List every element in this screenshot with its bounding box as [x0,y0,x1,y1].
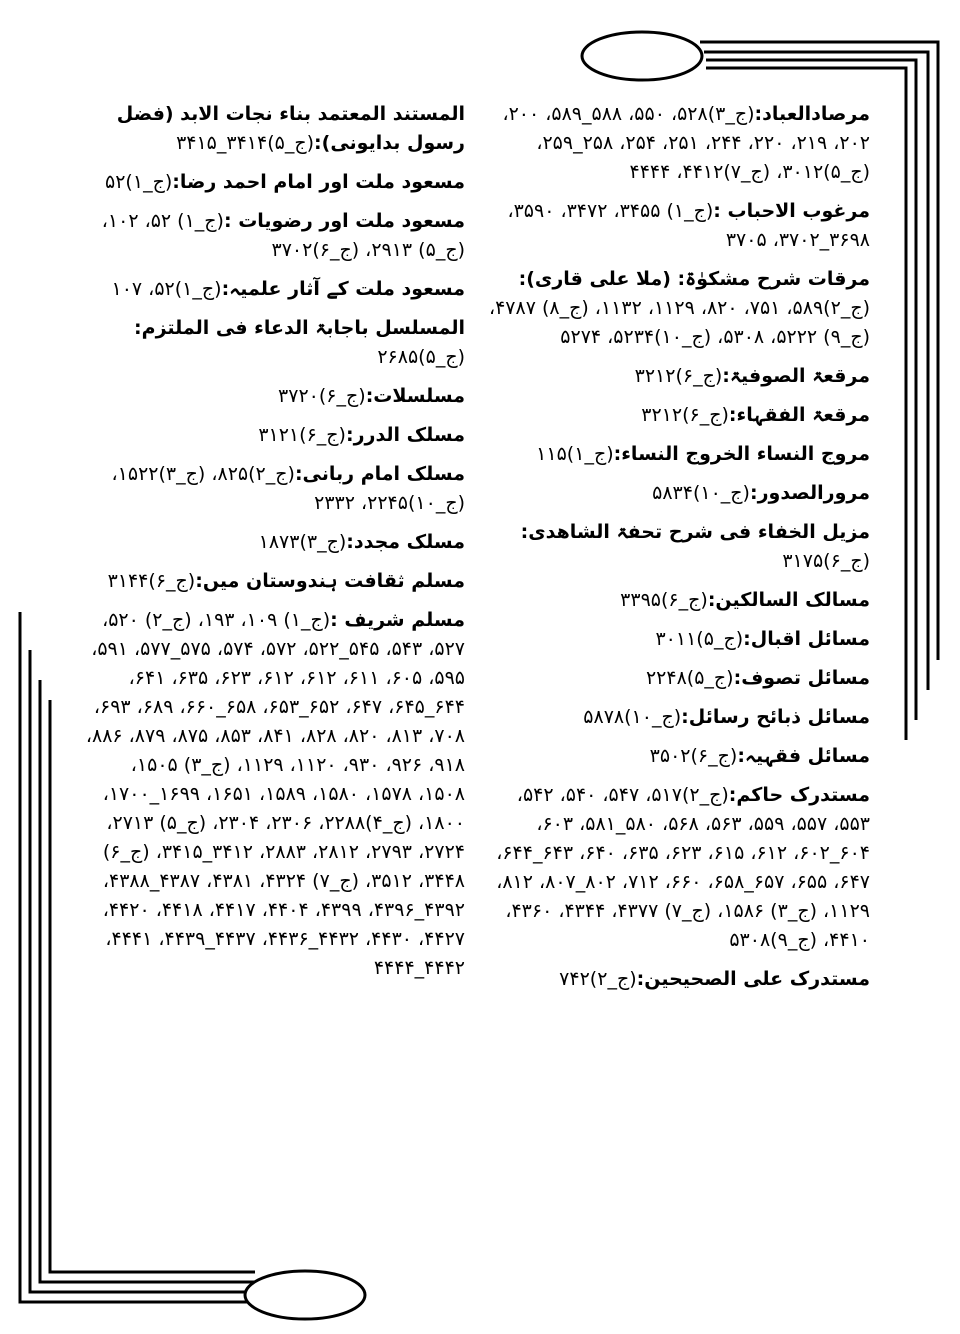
entry-title: مسعود ملت اور رضویات : [223,210,465,232]
index-entry [80,382,465,411]
index-entry [486,401,870,430]
entry-refs: (ج_۶)۳۱۴۴ [107,570,196,592]
entry-title: مسلک الدرر: [345,424,465,446]
index-entry [486,781,870,955]
entry-refs: (ج_۶)۳۲۱۲ [641,404,729,426]
entry-refs: (ج_۶)۳۱۷۵ [782,550,870,572]
entry-refs: (ج_۱۰)۵۸۷۸ [583,706,682,728]
entry-refs: (ج_۶)۳۲۱۲ [634,365,723,387]
entry-title: مسلسلات: [365,385,465,407]
index-entry [486,440,870,469]
entry-refs: (ج_۶)۳۷۲۰ [278,385,366,407]
entry-refs: (ج_۱)۵۲ [105,171,173,193]
entry-title: مسائل ذبائح رسائل: [681,706,870,728]
entry-title: مسائل فقہیہ: [737,745,870,767]
entry-title: مرقعۃ الصوفیۃ: [722,365,870,387]
index-entry [486,625,870,654]
entry-refs: (ج_۲)۷۴۲ [559,968,637,990]
entry-title: مسائل اقبال: [743,628,870,650]
entry-refs: (ج_۱) ۵۲، ۱۰۲، (ج_۵) ۲۹۱۳، (ج_۶)۳۷۰۲ [101,210,465,261]
index-entry [486,362,870,391]
index-entry [486,965,870,994]
entry-refs: (ج_۲)۵۱۷، ۵۴۷، ۵۴۰، ۵۴۲، ۵۵۳، ۵۵۷، ۵۵۹، ۵۶۳، ۵۶۸، ۵۸۰_۵۸۱، ۶۰۳، ۶۰۴_۶۰۲، ۶۱۲، ۶۱۵، ۶۲۳، ۶۳۵، ۶۴۰، ۶۴۳_۶۴۴، ۶۴۷، ۶۵۵، ۶۵۷_۶۵۸، ۶۶۰، ۷۱۲، ۸۰۲_۸۰۷، ۸۱۲، ۱۱۲۹، (ج_۳) ۱۵۸۶، (ج_۷) ۴۳۷۷، ۴۳۴۴، ۴۳۶۰، ۴۴۱۰، (ج_۹)۵۳۰۸ [496,784,870,951]
entry-title: مرقعۃ الفقہاء: [728,404,870,426]
entry-title: مروج النساء الخروج النساء: [613,443,870,465]
entry-title: مرغوب الاحباب : [713,200,870,222]
index-entry [486,265,870,352]
index-entry [486,100,870,187]
entry-refs: (ج_۱)۵۲، ۱۰۷ [111,278,222,300]
entry-title: مزیل الخفاء فی شرح تحفۃ الشاھدی: [520,521,870,543]
index-entry [80,207,465,265]
index-entry [80,421,465,450]
index-entry [486,197,870,255]
entry-title: مسائل تصوف: [733,667,870,689]
entry-refs: (ج_۵)۲۲۴۸ [645,667,734,689]
entry-title: مسالک السالکین: [707,589,870,611]
entry-title: مسعود ملت کے آثار علمیہ: [221,278,465,300]
entry-refs: (ج_۱) ۱۰۹، ۱۹۳، (ج_۲) ۵۲۰، ۵۲۷، ۵۴۳، ۵۴۵_۵۲۲، ۵۷۲، ۵۷۴، ۵۷۵_۵۷۷، ۵۹۱، ۵۹۵، ۶۰۵، ۶۱۱، ۶۱۲، ۶۱۲، ۶۲۳، ۶۳۵، ۶۴۱، ۶۴۴_۶۴۵، ۶۴۷، ۶۵۲_۶۵۳، ۶۵۸_۶۶۰، ۶۸۹، ۶۹۳، ۷۰۸، ۸۱۳، ۸۲۰، ۸۲۸، ۸۴۱، ۸۵۳، ۸۷۵، ۸۷۹، ۸۸۶، ۹۱۸، ۹۲۶، ۹۳۰، ۱۱۲۰، ۱۱۲۹، (ج_۳) ۱۵۰۵، ۱۵۰۸، ۱۵۷۸، ۱۵۸۰، ۱۵۸۹، ۱۶۵۱، ۱۶۹۹_۱۷۰۰، ۱۸۰۰، (ج_۴)۲۲۸۸، ۲۳۰۶، ۲۳۰۴، (ج_۵) ۲۷۱۳، ۲۷۲۴، ۲۷۹۳، ۲۸۱۲، ۲۸۸۳، ۳۴۱۲_۳۴۱۵، (ج_۶) ۳۴۴۸، ۳۵۱۲، (ج_۷) ۴۳۲۴، ۴۳۸۱، ۴۳۸۷_۴۳۸۸، ۴۳۹۲_۴۳۹۶، ۴۳۹۹، ۴۴۰۴، ۴۴۱۷، ۴۴۱۸، ۴۴۲۰، ۴۴۲۷، ۴۴۳۰، ۴۴۳۲_۴۴۳۶، ۴۴۳۷_۴۴۳۹، ۴۴۴۱، ۴۴۴۲_۴۴۴۴ [85,609,465,979]
entry-refs: (ج_۱) ۳۴۵۵، ۳۴۷۲، ۳۵۹۰، ۳۶۹۸_۳۷۰۲، ۳۷۰۵ [507,200,870,251]
entry-refs: (ج_۱۰)۵۸۳۴ [652,482,750,504]
index-entry [80,168,465,197]
index-entry [486,703,870,732]
index-entry [80,100,465,158]
entry-refs: (ج_۳)۵۲۸، ۵۵۰، ۵۸۸_۵۸۹، ۲۰۰، ۲۰۲، ۲۱۹، ۲۲۰، ۲۴۴، ۲۵۱، ۲۵۴، ۲۵۸_۲۵۹، (ج_۵)۳۰۱۲، (ج_۷)۴۴۱۲، ۴۴۴۴ [502,103,870,183]
index-entry [486,742,870,771]
entry-title: مرورالصدور: [749,482,870,504]
index-entry [486,479,870,508]
entry-refs: (ج_۳)۱۸۷۳ [258,531,347,553]
right-column [486,100,870,1004]
entry-title: المسلسل باجابۃ الدعاء فی الملتزم: [134,317,465,339]
entry-refs: (ج_۶)۳۱۲۱ [258,424,346,446]
entry-refs: (ج_۵)۲۶۸۵ [377,346,465,368]
left-column [80,100,465,993]
entry-refs: (ج_۶)۳۵۰۲ [649,745,738,767]
entry-title: مستدرک علی الصحیحین: [636,968,870,990]
entry-title: مسلم شریف : [330,609,465,631]
index-entry [80,275,465,304]
entry-title: مرقات شرح مشکوٰۃ: (ملا علی قاری): [518,268,870,290]
entry-refs: (ج_۵)۳۰۱۱ [655,628,744,650]
entry-refs: (ج_۶)۳۳۹۵ [620,589,708,611]
entry-title: مرصادالعباد: [754,103,870,125]
index-entry [486,664,870,693]
entry-title: مستدرک حاکم: [728,784,870,806]
entry-refs: (ج_۲)۵۸۹، ۷۵۱، ۸۲۰، ۱۱۲۹، ۱۱۳۲، (ج_۸) ۴۷۸۷، (ج_۹) ۵۲۲۲، ۵۳۰۸، (ج_۱۰)۵۲۳۴، ۵۲۷۴ [488,297,870,348]
entry-title: مسلک مجدد: [346,531,465,553]
index-entry [486,518,870,576]
index-entry [80,606,465,983]
index-entry [80,567,465,596]
entry-refs: (ج_۵)۳۴۱۴_۳۴۱۵ [176,132,315,154]
index-entry [80,528,465,557]
entry-title: المستند المعتمد بناء نجات الابد (فضل رسول بدایونی): [116,103,465,154]
entry-refs: (ج_۱)۱۱۵ [536,443,614,465]
entry-title: مسلک امام ربانی: [294,463,465,485]
entry-refs: (ج_۲)۸۲۵، (ج_۳)۱۵۲۲، (ج_۱۰)۲۲۴۵، ۲۳۳۲ [111,463,465,514]
index-entry [80,314,465,372]
entry-title: مسلم ثقافت ہندوستان میں: [195,570,465,592]
entry-title: مسعود ملت اور امام احمد رضا: [172,171,465,193]
index-entry [80,460,465,518]
index-entry [486,586,870,615]
